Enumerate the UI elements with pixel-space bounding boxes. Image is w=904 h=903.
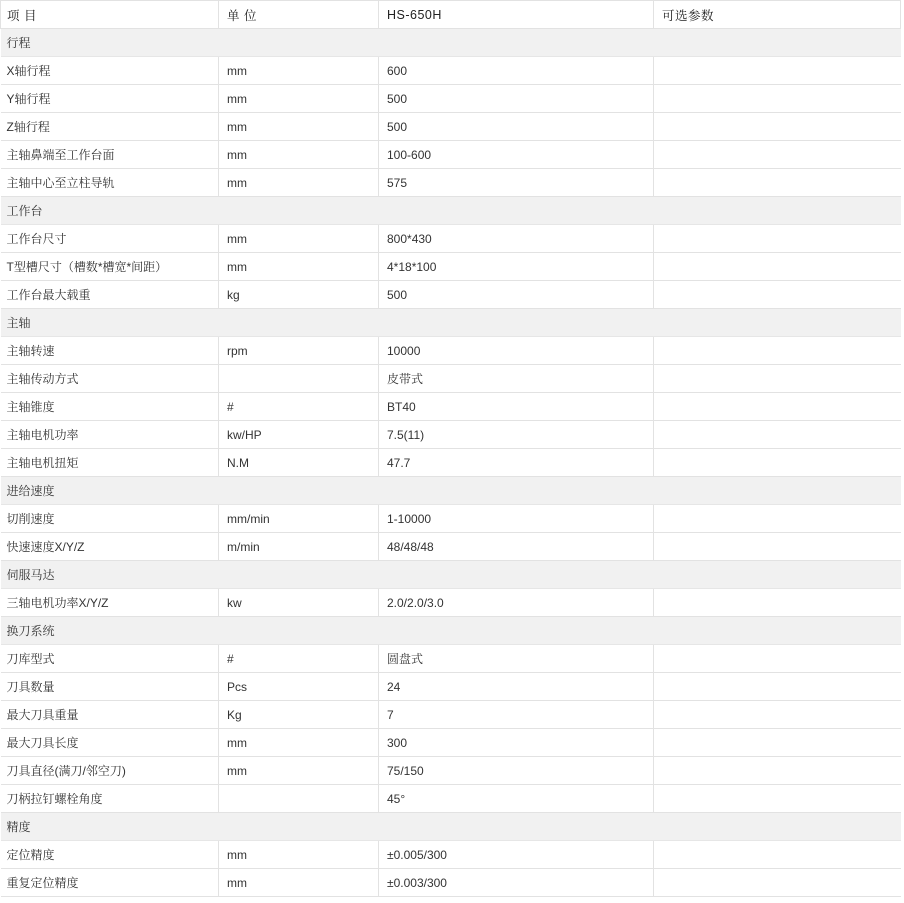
cell-item: 刀库型式 [1, 645, 219, 673]
cell-item: 主轴电机扭矩 [1, 449, 219, 477]
group-row [1, 197, 901, 225]
cell-item: 快速速度X/Y/Z [1, 533, 219, 561]
table-row [1, 533, 901, 561]
cell-item: 主轴传动方式 [1, 365, 219, 393]
cell-value: 皮带式 [379, 365, 654, 393]
table-row [1, 57, 901, 85]
table-row [1, 281, 901, 309]
header-row [1, 1, 901, 29]
table-row [1, 365, 901, 393]
cell-value: 300 [379, 729, 654, 757]
cell-option [654, 337, 901, 365]
group-label: 主轴 [1, 309, 901, 337]
cell-value: 575 [379, 169, 654, 197]
cell-unit: mm [219, 141, 379, 169]
cell-value: 47.7 [379, 449, 654, 477]
cell-unit: mm [219, 225, 379, 253]
cell-item: 刀具直径(满刀/邻空刀) [1, 757, 219, 785]
cell-item: 主轴电机功率 [1, 421, 219, 449]
table-row [1, 141, 901, 169]
cell-option [654, 589, 901, 617]
cell-value: 10000 [379, 337, 654, 365]
cell-value: 2.0/2.0/3.0 [379, 589, 654, 617]
cell-option [654, 113, 901, 141]
table-row [1, 85, 901, 113]
cell-unit: mm/min [219, 505, 379, 533]
cell-value: 500 [379, 113, 654, 141]
cell-unit: kg [219, 281, 379, 309]
table-row [1, 113, 901, 141]
cell-unit: # [219, 645, 379, 673]
table-row [1, 505, 901, 533]
cell-value: 75/150 [379, 757, 654, 785]
cell-option [654, 673, 901, 701]
cell-option [654, 85, 901, 113]
table-row [1, 757, 901, 785]
cell-unit: kw/HP [219, 421, 379, 449]
cell-item: 刀柄拉钉螺栓角度 [1, 785, 219, 813]
cell-item: Y轴行程 [1, 85, 219, 113]
cell-value: 500 [379, 85, 654, 113]
group-row [1, 29, 901, 57]
cell-option [654, 281, 901, 309]
table-row [1, 841, 901, 869]
table-header [1, 1, 901, 29]
header-model: HS-650H [379, 1, 654, 29]
table-row [1, 869, 901, 897]
table-row [1, 729, 901, 757]
cell-value: ±0.003/300 [379, 869, 654, 897]
cell-unit: mm [219, 85, 379, 113]
cell-option [654, 729, 901, 757]
cell-option [654, 505, 901, 533]
cell-item: 主轴锥度 [1, 393, 219, 421]
cell-unit: mm [219, 841, 379, 869]
table-row [1, 393, 901, 421]
cell-value: 4*18*100 [379, 253, 654, 281]
cell-value: 100-600 [379, 141, 654, 169]
group-row [1, 309, 901, 337]
table-row [1, 169, 901, 197]
group-label: 工作台 [1, 197, 901, 225]
table-row [1, 701, 901, 729]
cell-unit [219, 785, 379, 813]
cell-item: 工作台最大载重 [1, 281, 219, 309]
cell-item: 刀具数量 [1, 673, 219, 701]
cell-unit: N.M [219, 449, 379, 477]
cell-unit: m/min [219, 533, 379, 561]
cell-value: 圆盘式 [379, 645, 654, 673]
cell-item: 主轴中心至立柱导轨 [1, 169, 219, 197]
table-body [1, 29, 901, 897]
table-row [1, 225, 901, 253]
cell-option [654, 225, 901, 253]
cell-value: 500 [379, 281, 654, 309]
group-row [1, 561, 901, 589]
cell-value: 7 [379, 701, 654, 729]
group-label: 行程 [1, 29, 901, 57]
cell-option [654, 869, 901, 897]
cell-unit [219, 365, 379, 393]
cell-item: 定位精度 [1, 841, 219, 869]
cell-option [654, 421, 901, 449]
cell-unit: Pcs [219, 673, 379, 701]
cell-value: BT40 [379, 393, 654, 421]
cell-item: 最大刀具长度 [1, 729, 219, 757]
cell-option [654, 365, 901, 393]
cell-unit: Kg [219, 701, 379, 729]
cell-option [654, 757, 901, 785]
cell-option [654, 449, 901, 477]
cell-value: 600 [379, 57, 654, 85]
cell-value: 1-10000 [379, 505, 654, 533]
header-optional: 可选参数 [654, 1, 901, 29]
cell-value: 7.5(11) [379, 421, 654, 449]
table-row [1, 645, 901, 673]
cell-value: 45° [379, 785, 654, 813]
group-label: 精度 [1, 813, 901, 841]
cell-unit: mm [219, 869, 379, 897]
cell-unit: mm [219, 169, 379, 197]
table-row [1, 253, 901, 281]
cell-unit: mm [219, 757, 379, 785]
cell-value: 48/48/48 [379, 533, 654, 561]
cell-option [654, 701, 901, 729]
table-row [1, 673, 901, 701]
cell-option [654, 141, 901, 169]
cell-item: Z轴行程 [1, 113, 219, 141]
cell-unit: kw [219, 589, 379, 617]
cell-unit: # [219, 393, 379, 421]
cell-unit: mm [219, 729, 379, 757]
cell-value: ±0.005/300 [379, 841, 654, 869]
group-label: 伺服马达 [1, 561, 901, 589]
cell-item: 三轴电机功率X/Y/Z [1, 589, 219, 617]
table-row [1, 785, 901, 813]
cell-value: 800*430 [379, 225, 654, 253]
table-row [1, 421, 901, 449]
cell-option [654, 393, 901, 421]
group-row [1, 477, 901, 505]
header-unit: 单 位 [219, 1, 379, 29]
group-label: 进给速度 [1, 477, 901, 505]
cell-option [654, 785, 901, 813]
cell-item: 工作台尺寸 [1, 225, 219, 253]
cell-option [654, 645, 901, 673]
table-row [1, 337, 901, 365]
cell-unit: mm [219, 113, 379, 141]
cell-option [654, 169, 901, 197]
cell-item: T型槽尺寸（槽数*槽宽*间距） [1, 253, 219, 281]
cell-option [654, 841, 901, 869]
cell-item: 重复定位精度 [1, 869, 219, 897]
cell-unit: rpm [219, 337, 379, 365]
cell-value: 24 [379, 673, 654, 701]
cell-item: X轴行程 [1, 57, 219, 85]
cell-item: 主轴转速 [1, 337, 219, 365]
table-row [1, 589, 901, 617]
cell-option [654, 533, 901, 561]
cell-unit: mm [219, 253, 379, 281]
group-label: 换刀系统 [1, 617, 901, 645]
cell-item: 主轴鼻端至工作台面 [1, 141, 219, 169]
table-row [1, 449, 901, 477]
cell-option [654, 253, 901, 281]
cell-item: 最大刀具重量 [1, 701, 219, 729]
group-row [1, 813, 901, 841]
cell-option [654, 57, 901, 85]
group-row [1, 617, 901, 645]
header-item: 项 目 [1, 1, 219, 29]
cell-item: 切削速度 [1, 505, 219, 533]
cell-unit: mm [219, 57, 379, 85]
